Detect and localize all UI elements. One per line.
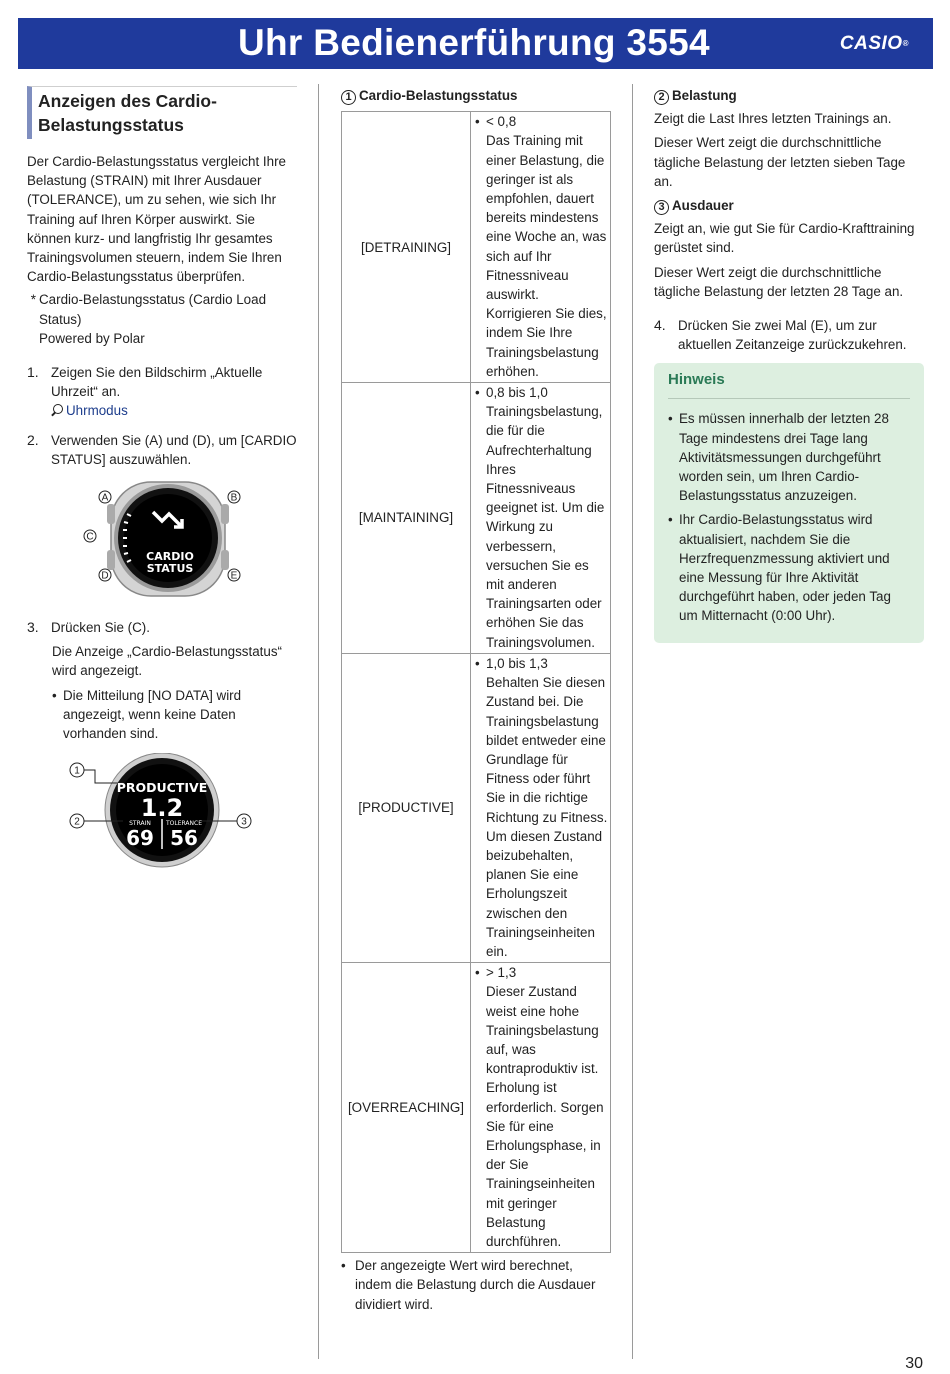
section-heading: Anzeigen des Cardio-Belastungsstatus	[27, 86, 297, 139]
uhrmodus-link[interactable]: Uhrmodus	[66, 403, 128, 419]
svg-text:STRAIN: STRAIN	[129, 820, 151, 828]
status-label: [OVERREACHING]	[342, 963, 471, 1253]
svg-text:E: E	[230, 570, 238, 582]
step-3: 3. Drücken Sie (C).	[27, 619, 150, 636]
intro-paragraph: Der Cardio-Belastungsstatus vergleicht Ihre Belastung (STRAIN) mit Ihrer Ausdauer (TOLERANCE), um zu sehen, wie sich Ihr Training auf Ihren Körper auswirkt. Sie können kurz- und langfristig Ihr gesamtes Trainingsvolumen steuern, indem Sie Ihren Cardio-Belastungsstatus überprüfen.	[27, 154, 287, 285]
watch-load-illustration	[27, 753, 297, 873]
ausdauer-heading: 3 Ausdauer	[654, 196, 924, 215]
svg-text:2: 2	[74, 816, 80, 828]
step-4: 4. Drücken Sie zwei Mal (E), um zur aktuellen Zeitanzeige zurückzukehren.	[654, 317, 907, 353]
step-2: 2. Verwenden Sie (A) und (D), um [CARDIO STATUS] auszuwählen.	[27, 431, 297, 467]
hint-bullet: • Ihr Cardio-Belastungsstatus wird aktualisiert, nachdem Sie die Herzfrequenzmessung aktiviert und eine Messung für Ihre Aktivität durchgeführt haben, oder jeden Tag um Mitternacht (0:00 Uhr).	[668, 512, 891, 624]
table-row: [OVERREACHING] • > 1,3 Dieser Zustand weist eine hohe Trainingsbelastung auf, was kontraproduktiv ist. Erholung ist erforderlich. Sorgen Sie für eine Erholungsphase, in der Sie Trainingseinheiten mit geringer Belastung durchführen.	[342, 963, 611, 1253]
svg-text:CARDIO: CARDIO	[146, 550, 194, 564]
svg-text:B: B	[230, 492, 238, 504]
footnote: * Cardio-Belastungsstatus (Cardio Load Status) Powered by Polar	[30, 292, 267, 346]
step-1: 1. Zeigen Sie den Bildschirm „Aktuelle Uhrzeit“ an. Uhrmodus	[27, 364, 263, 419]
svg-text:A: A	[101, 492, 109, 504]
watch-cardio-load-figure	[27, 753, 297, 873]
svg-text:STATUS: STATUS	[146, 562, 194, 576]
step-3-bullet: • Die Mitteilung [NO DATA] wird angezeigt, wenn keine Daten vorhanden sind.	[52, 687, 242, 742]
belastung-heading: 2 Belastung	[654, 86, 924, 105]
svg-text:69: 69	[126, 826, 154, 851]
svg-text:1.2: 1.2	[140, 794, 184, 823]
status-description: Trainingsbelastung, die für die Aufrechterhaltung Ihres Fitnessniveaus geeignet ist. Um die Wirkung zu verbessern, versuchen Sie es mit anderen Trainingsarten oder erhöhen Sie das Trainingsvolumen.	[486, 404, 605, 650]
column-divider	[318, 84, 319, 1359]
column-divider	[632, 84, 633, 1359]
calculation-note: • Der angezeigte Wert wird berechnet, indem die Belastung durch die Ausdauer dividiert wird.	[341, 1258, 596, 1312]
step-3-detail: Die Anzeige „Cardio-Belastungsstatus“ wird angezeigt.	[52, 644, 282, 679]
watch-cardio-status-figure	[27, 478, 297, 604]
svg-text:PRODUCTIVE: PRODUCTIVE	[116, 780, 208, 796]
status-label: [PRODUCTIVE]	[342, 653, 471, 962]
svg-text:1: 1	[74, 765, 80, 777]
hint-title: Hinweis	[668, 370, 910, 399]
casio-logo: CASIO®	[839, 33, 909, 54]
column-left	[27, 86, 297, 873]
page-number: 30	[905, 1355, 923, 1372]
svg-text:D: D	[101, 570, 109, 582]
status-label: [DETRAINING]	[342, 112, 471, 383]
magnifier-icon	[51, 404, 63, 416]
column-middle	[341, 86, 611, 1314]
hint-box	[654, 363, 924, 642]
manual-title: Uhr Bedienerführung 3554	[238, 22, 710, 63]
table-row: [MAINTAINING] • 0,8 bis 1,0 Trainingsbelastung, die für die Aufrechterhaltung Ihres Fitnessniveaus geeignet ist. Um die Wirkung zu verbessern, versuchen Sie es mit anderen Trainingsarten oder erhöhen Sie das Trainingsvolumen.	[342, 383, 611, 654]
status-label: [MAINTAINING]	[342, 383, 471, 654]
svg-text:3: 3	[241, 816, 247, 828]
svg-text:56: 56	[170, 826, 198, 851]
watch-illustration	[27, 478, 297, 604]
status-table	[341, 111, 611, 1253]
status-description: Behalten Sie diesen Zustand bei. Die Trainingsbelastung bildet entweder eine Grundlage für Fitness oder führt Sie in die richtige Richtung zu Fitness. Um diesen Zustand beizubehalten, planen Sie eine Erholungszeit zwischen den Trainingseinheiten ein.	[486, 675, 608, 959]
svg-text:C: C	[86, 531, 94, 543]
hint-bullet: • Es müssen innerhalb der letzten 28 Tage mindestens drei Tage lang Aktivitätsmessungen durchgeführt worden sein, um Ihren Cardio-Belastungsstatus anzuzeigen.	[668, 411, 889, 504]
table-row: [DETRAINING] • < 0,8 Das Training mit einer Belastung, die geringer ist als empfohlen, dauert bereits mindestens eine Woche an, was sich auf Ihr Fitnessniveau auswirkt. Korrigieren Sie dies, indem Sie Ihre Trainingsbelastung erhöhen.	[342, 112, 611, 383]
table-row: [PRODUCTIVE] • 1,0 bis 1,3 Behalten Sie diesen Zustand bei. Die Trainingsbelastung bildet entweder eine Grundlage für Fitness oder führt Sie in die richtige Richtung zu Fitness. Um diesen Zustand beizubehalten, planen Sie eine Erholungszeit zwischen den Trainingseinheiten ein.	[342, 653, 611, 962]
cardio-status-heading: 1 Cardio-Belastungsstatus	[341, 86, 611, 105]
page-header	[18, 18, 933, 69]
status-description: Das Training mit einer Belastung, die geringer ist als empfohlen, dauert bereits mindestens eine Woche an, was sich auf Ihr Fitnessniveau auswirkt. Korrigieren Sie dies, indem Sie Ihre Trainingsbelastung erhöhen.	[486, 133, 607, 379]
status-description: Dieser Zustand weist eine hohe Trainingsbelastung auf, was kontraproduktiv ist. Erholung ist erforderlich. Sorgen Sie für eine Erholungsphase, in der Sie Trainingseinheiten mit geringer Belastung durchführen.	[486, 984, 604, 1249]
column-right: 2 Belastung Zeigt die Last Ihres letzten Trainings an. Dieser Wert zeigt die durchschnittliche tägliche Belastung der letzten sieben Tage an. 3 Ausdauer Zeigt an, wie gut Sie für Cardio-Krafttraining gerüstet sind. Dieser Wert zeigt die durchschnittliche tägliche Belastung der letzten 28 Tage an. 4. Drücken Sie zwei Mal (E), um zur aktuellen Zeitanzeige zurückzukehren. Hinweis • Es müssen innerhalb der letzten 28 Tage mindestens drei Tage lang Aktivitätsmessungen durchgeführt worden sein, um Ihren Cardio-Belastungsstatus anzuzeigen. • Ihr Cardio-Belastungsstatus wird aktualisiert, nachdem Sie die Herzfrequenzmessung aktiviert und eine Messung für Ihre Aktivität durchgeführt haben, oder jeden Tag um Mitternacht (0:00 Uhr).	[654, 86, 924, 643]
svg-text:TOLERANCE: TOLERANCE	[165, 820, 203, 828]
